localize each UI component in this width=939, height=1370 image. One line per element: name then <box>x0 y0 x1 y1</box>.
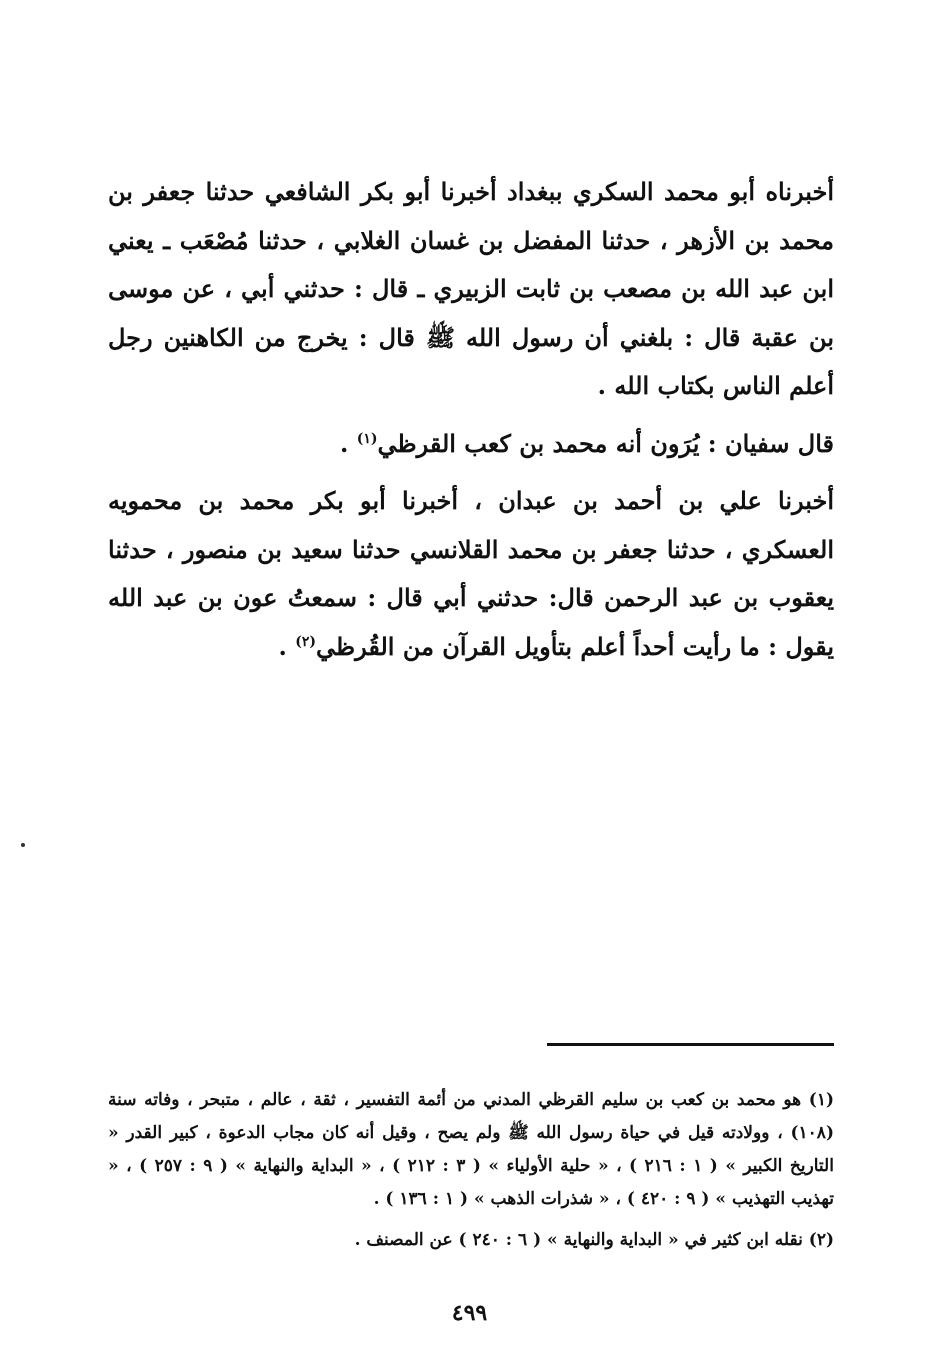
footnotes <box>108 1084 834 1257</box>
footnote-separator <box>547 1043 834 1046</box>
footnote-2: (٢) نقله ابن كثير في « البداية والنهاية » ( ٦ : ٢٤٠ ) عن المصنف . <box>354 1230 834 1250</box>
paragraph-3 <box>108 477 834 671</box>
paragraph-2-tail: . <box>339 428 357 458</box>
page-number: ٤٩٩ <box>451 1300 488 1326</box>
main-text <box>108 168 834 671</box>
paragraph-1 <box>108 168 834 411</box>
footnote-1: (١) هو محمد بن كعب بن سليم القرظي المدني من أئمة التفسير ، ثقة ، عالم ، متبحر ، وفاته سنة (١٠٨) ، وولادته قيل في حياة رسول الله ﷺ ولم يصح ، وقيل أنه كان مجاب الدعوة ، كبير القدر « التاريخ الكبير » ( ١ : ٢١٦ ) ، « حلية الأولياء » ( ٣ : ٢١٢ ) ، « البداية والنهاية » ( ٩ : ٢٥٧ ) ، « تهذيب التهذيب » ( ٩ : ٤٢٠ ) ، « شذرات الذهب » ( ١ : ١٣٦ ) . <box>108 1090 834 1209</box>
paragraph-3-text: أخبرنا علي بن أحمد بن عبدان ، أخبرنا أبو بكر محمد بن محمويه العسكري ، حدثنا جعفر بن محمد القلانسي حدثنا سعيد بن منصور ، حدثنا يعقوب بن عبد الرحمن قال: حدثني أبي قال : سمعتُ عون بن عبد الله يقول : ما رأيت أحداً أعلم بتأويل القرآن من القُرظي <box>108 486 834 661</box>
footnote-ref-2: (٢) <box>295 633 316 650</box>
paragraph-3-tail: . <box>278 631 296 661</box>
paragraph-1-text: أخبرناه أبو محمد السكري ببغداد أخبرنا أبو بكر الشافعي حدثنا جعفر بن محمد بن الأزهر ، حدثنا المفضل بن غسان الغلابي ، حدثنا مُصْعَب ـ يعني ابن عبد الله بن مصعب بن ثابت الزبيري ـ قال : حدثني أبي ، عن موسى بن عقبة قال : بلغني أن رسول الله ﷺ قال : يخرج من الكاهنين رجل أعلم الناس بكتاب الله . <box>108 177 834 400</box>
footnote-ref-1: (١) <box>356 430 378 447</box>
paragraph-2-text: قال سفيان : يُرَون أنه محمد بن كعب القرظي <box>377 428 834 458</box>
paragraph-2 <box>108 420 834 469</box>
scan-speck <box>21 843 25 847</box>
